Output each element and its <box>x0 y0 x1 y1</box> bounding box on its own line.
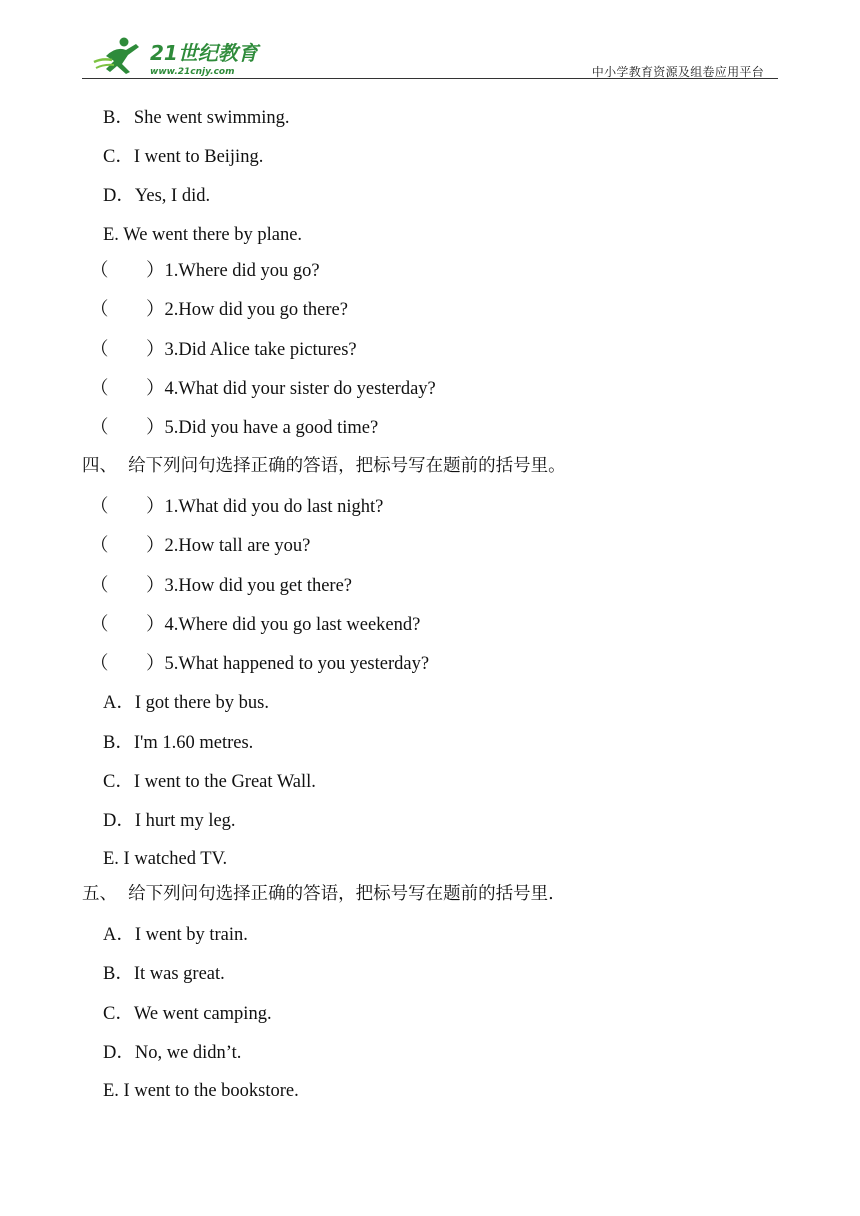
logo-url: www.21cnjy.com <box>150 67 235 77</box>
question-text: ）4.What did your sister do yesterday? <box>146 379 436 399</box>
answer-blank[interactable]: （ <box>90 379 109 399</box>
option-a: A．I went by train. <box>103 925 248 945</box>
question-2 <box>90 537 310 556</box>
option-d: D．Yes, I did. <box>103 186 211 206</box>
answer-blank[interactable]: （ <box>90 418 109 438</box>
question-text: ）3.Did Alice take pictures? <box>146 340 357 360</box>
option-a: A．I got there by bus. <box>103 693 269 713</box>
option-d: D．I hurt my leg. <box>103 811 236 831</box>
option-b: B．I'm 1.60 metres. <box>103 733 254 753</box>
option-e: E. I watched TV. <box>103 849 228 869</box>
question-text: ）5.What happened to you yesterday? <box>146 654 430 674</box>
question-5 <box>90 419 378 438</box>
option-c: C．We went camping. <box>103 1004 272 1024</box>
question-text: ）1.What did you do last night? <box>146 497 384 517</box>
answer-blank[interactable]: （ <box>90 497 109 517</box>
question-4 <box>90 616 420 635</box>
question-2 <box>90 301 348 320</box>
logo <box>92 34 292 78</box>
page-header <box>82 30 778 80</box>
option-e: E. We went there by plane. <box>103 225 303 245</box>
question-text: ）4.Where did you go last weekend? <box>146 615 421 635</box>
option-b: B．It was great. <box>103 964 225 984</box>
question-1 <box>90 262 320 281</box>
option-c: C．I went to Beijing. <box>103 147 264 167</box>
question-text: ）2.How tall are you? <box>146 536 311 556</box>
section-4-title: 四、 给下列问句选择正确的答语，把标号写在题前的括号里。 <box>82 456 566 476</box>
option-c: C．I went to the Great Wall. <box>103 772 316 792</box>
answer-blank[interactable]: （ <box>90 261 109 281</box>
question-text: ）5.Did you have a good time? <box>146 418 379 438</box>
question-text: ）2.How did you go there? <box>146 300 348 320</box>
option-d: D．No, we didn’t. <box>103 1043 242 1063</box>
header-rule <box>82 78 778 79</box>
question-3 <box>90 341 357 360</box>
section-5-title: 五、 给下列问句选择正确的答语，把标号写在题前的括号里. <box>82 884 554 904</box>
question-3 <box>90 577 352 596</box>
option-e: E. I went to the bookstore. <box>103 1081 299 1101</box>
question-text: ）1.Where did you go? <box>146 261 320 281</box>
answer-blank[interactable]: （ <box>90 536 109 556</box>
logo-text: 21世纪教育 <box>150 41 258 65</box>
answer-blank[interactable]: （ <box>90 300 109 320</box>
question-5 <box>90 655 429 674</box>
answer-blank[interactable]: （ <box>90 615 109 635</box>
platform-label: 中小学教育资源及组卷应用平台 <box>591 65 764 79</box>
option-b: B．She went swimming. <box>103 108 290 128</box>
question-4 <box>90 380 436 399</box>
answer-blank[interactable]: （ <box>90 340 109 360</box>
runner-icon <box>94 38 139 75</box>
answer-blank[interactable]: （ <box>90 654 109 674</box>
answer-blank[interactable]: （ <box>90 576 109 596</box>
question-text: ）3.How did you get there? <box>146 576 353 596</box>
question-1 <box>90 498 383 517</box>
